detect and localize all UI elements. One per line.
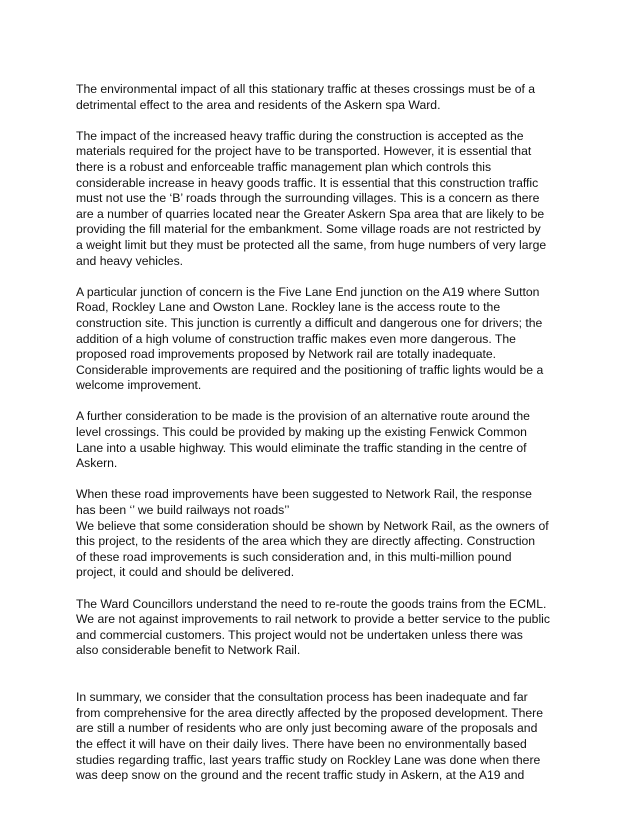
paragraph-five-lane-end (76, 285, 566, 394)
text-line: Lane into a usable highway. This would eliminate the traffic standing in the centre of (76, 440, 527, 455)
text-line: there is a robust and enforceable traffic management plan which controls this (76, 159, 492, 174)
paragraph-ward-councillors (76, 597, 566, 659)
paragraph-heavy-traffic (76, 129, 566, 269)
text-line: construction site. This junction is currently a difficult and dangerous one for drivers; the (76, 315, 543, 330)
text-line: considerable increase in heavy goods traffic. It is essential that this construction traffic (76, 175, 539, 190)
text-line: A particular junction of concern is the Five Lane End junction on the A19 where Sutton (76, 284, 540, 299)
text-line: Askern. (76, 456, 118, 471)
paragraph-summary (76, 690, 566, 784)
paragraph-network-rail-response (76, 487, 566, 581)
text-line: The Ward Councillors understand the need to re-route the goods trains from the ECML. (76, 596, 547, 611)
text-line: the effect it will have on their daily lives. There have been no environmentally based (76, 736, 527, 751)
text-line: The environmental impact of all this stationary traffic at theses crossings must be of a (76, 82, 536, 96)
text-line: and commercial customers. This project would not be undertaken unless there was (76, 627, 523, 642)
text-line: a weight limit but they must be protected all the same, from huge numbers of very large (76, 237, 547, 252)
paragraph-alternative-route (76, 409, 566, 471)
text-line: providing the fill material for the embankment. Some village roads are not restricted by (76, 222, 541, 237)
text-line: We are not against improvements to rail network to provide a better service to the public (76, 612, 550, 627)
text-line: The impact of the increased heavy traffic during the construction is accepted as the (76, 128, 524, 143)
text-line: are a number of quarries located near the Greater Askern Spa area that are likely to be (76, 206, 545, 221)
text-line: A further consideration to be made is the provision of an alternative route around the (76, 409, 530, 424)
text-line: addition of a high volume of construction traffic makes even more dangerous. The (76, 331, 516, 346)
text-line: level crossings. This could be provided by making up the existing Fenwick Common (76, 425, 527, 440)
text-line: from comprehensive for the area directly affected by the proposed development. There (76, 705, 543, 720)
text-line: and heavy vehicles. (76, 253, 184, 268)
text-line: this project, to the residents of the area which they are directly affecting. Construction (76, 534, 536, 549)
document-page (76, 82, 566, 799)
text-line: When these road improvements have been suggested to Network Rail, the response (76, 487, 532, 502)
text-line: Road, Rockley Lane and Owston Lane. Rockley lane is the access route to the (76, 300, 501, 315)
text-line: welcome improvement. (76, 378, 202, 393)
text-line: We believe that some consideration should be shown by Network Rail, as the owners of (76, 518, 549, 533)
text-line: materials required for the project have to be transported. However, it is essential that (76, 144, 532, 159)
text-line: detrimental effect to the area and residents of the Askern spa Ward. (76, 97, 441, 112)
text-line: of these road improvements is such consideration and, in this multi-million pound (76, 549, 512, 564)
text-line: studies regarding traffic, last years traffic study on Rockley Lane was done when there (76, 752, 541, 767)
text-line: In summary, we consider that the consultation process has been inadequate and far (76, 690, 528, 705)
paragraph-environmental-impact (76, 82, 566, 113)
text-line: has been ‘’ we build railways not roads’’ (76, 503, 290, 518)
text-line: also considerable benefit to Network Rail. (76, 643, 301, 658)
text-line: are still a number of residents who are only just becoming aware of the proposals and (76, 721, 538, 736)
text-line: was deep snow on the ground and the recent traffic study in Askern, at the A19 and (76, 768, 525, 783)
text-line: project, it could and should be delivered. (76, 565, 295, 580)
text-line: proposed road improvements proposed by Network rail are totally inadequate. (76, 347, 497, 362)
text-line: Considerable improvements are required and the positioning of traffic lights would be a (76, 362, 544, 377)
text-line: must not use the ‘B’ roads through the surrounding villages. This is a concern as there (76, 191, 540, 206)
